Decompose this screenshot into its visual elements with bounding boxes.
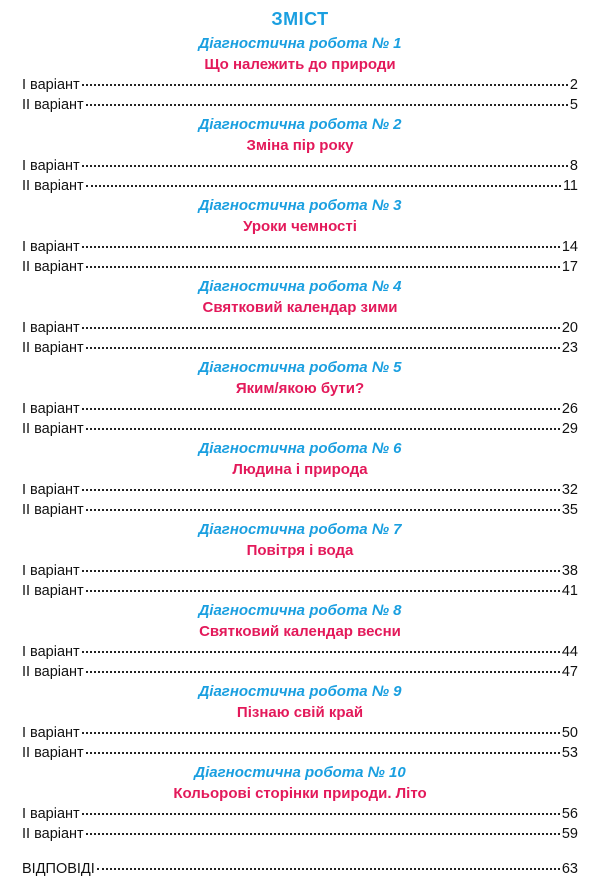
variant-label: ІІ варіант xyxy=(22,258,84,275)
section-heading: Діагностична робота № 7 xyxy=(198,521,402,538)
toc-entry[interactable] xyxy=(22,481,578,501)
section-topic: Зміна пір року xyxy=(246,137,354,154)
toc-section xyxy=(22,196,578,277)
dot-leader xyxy=(82,408,560,410)
variant-label: І варіант xyxy=(22,77,80,93)
page-number: 56 xyxy=(561,806,578,822)
toc-section xyxy=(22,277,578,358)
dot-leader xyxy=(97,868,560,870)
variant-label: ІІ варіант xyxy=(22,825,84,842)
dot-leader xyxy=(86,104,568,106)
toc-section xyxy=(22,115,578,196)
dot-leader xyxy=(82,489,560,491)
variant-label: І варіант xyxy=(22,239,80,255)
toc-entry[interactable] xyxy=(22,724,578,744)
section-heading: Діагностична робота № 10 xyxy=(194,764,406,781)
variant-label: І варіант xyxy=(22,158,80,174)
page-number: 53 xyxy=(561,744,578,761)
toc-entry[interactable] xyxy=(22,238,578,258)
page-number: 35 xyxy=(561,501,578,518)
page-number: 41 xyxy=(561,582,578,599)
variant-label: ІІ варіант xyxy=(22,582,84,599)
dot-leader xyxy=(82,84,568,86)
page-title: ЗМІСТ xyxy=(271,9,329,29)
toc-section xyxy=(22,358,578,439)
toc-entry[interactable] xyxy=(22,177,578,197)
section-heading: Діагностична робота № 1 xyxy=(198,35,402,52)
variant-label: І варіант xyxy=(22,320,80,336)
section-topic: Уроки чемності xyxy=(243,218,357,235)
toc-entry[interactable] xyxy=(22,501,578,521)
variant-label: ІІ варіант xyxy=(22,420,84,437)
variant-label: І варіант xyxy=(22,482,80,498)
section-heading: Діагностична робота № 8 xyxy=(198,602,402,619)
section-topic: Святковий календар весни xyxy=(199,623,401,640)
toc-entry[interactable] xyxy=(22,258,578,278)
variant-label: ІІ варіант xyxy=(22,663,84,680)
variant-label: І варіант xyxy=(22,401,80,417)
section-heading: Діагностична робота № 6 xyxy=(198,440,402,457)
toc-entry[interactable] xyxy=(22,562,578,582)
toc-entry[interactable] xyxy=(22,157,578,177)
variant-label: І варіант xyxy=(22,644,80,660)
dot-leader xyxy=(82,165,568,167)
dot-leader xyxy=(82,327,560,329)
dot-leader xyxy=(82,813,560,815)
page-number: 20 xyxy=(561,320,578,336)
variant-label: ІІ варіант xyxy=(22,744,84,761)
dot-leader xyxy=(86,671,560,673)
section-topic: Яким/якою бути? xyxy=(235,380,365,397)
toc-entry[interactable] xyxy=(22,420,578,440)
dot-leader xyxy=(82,246,560,248)
section-topic: Повітря і вода xyxy=(246,542,354,559)
section-heading: Діагностична робота № 5 xyxy=(198,359,402,376)
toc-section xyxy=(22,34,578,115)
dot-leader xyxy=(82,732,560,734)
toc-entry[interactable] xyxy=(22,663,578,683)
toc-section xyxy=(22,763,578,844)
toc-entry[interactable] xyxy=(22,319,578,339)
page-number: 38 xyxy=(561,563,578,579)
toc-section xyxy=(22,520,578,601)
section-topic: Що належить до природи xyxy=(204,56,396,73)
variant-label: ІІ варіант xyxy=(22,339,84,356)
page-number: 47 xyxy=(561,663,578,680)
page-number: 2 xyxy=(569,77,578,93)
toc-entry[interactable] xyxy=(22,339,578,359)
page-number: 23 xyxy=(561,339,578,356)
toc-entry[interactable] xyxy=(22,825,578,845)
page-number: 63 xyxy=(561,861,578,877)
section-heading: Діагностична робота № 3 xyxy=(198,197,402,214)
variant-label: ІІ варіант xyxy=(22,177,84,194)
toc-section xyxy=(22,682,578,763)
page-number: 11 xyxy=(562,177,578,194)
variant-label: ІІ варіант xyxy=(22,501,84,518)
page-number: 5 xyxy=(569,96,578,113)
toc-entry[interactable] xyxy=(22,96,578,116)
toc-entry[interactable] xyxy=(22,582,578,602)
variant-label: ІІ варіант xyxy=(22,96,84,113)
toc-entry[interactable] xyxy=(22,805,578,825)
page-number: 59 xyxy=(561,825,578,842)
dot-leader xyxy=(82,651,560,653)
variant-label: І варіант xyxy=(22,725,80,741)
dot-leader xyxy=(86,266,560,268)
toc-entry[interactable] xyxy=(22,643,578,663)
toc-entry[interactable] xyxy=(22,76,578,96)
dot-leader xyxy=(86,509,560,511)
toc-section xyxy=(22,601,578,682)
toc-section xyxy=(22,439,578,520)
page-number: 26 xyxy=(561,401,578,417)
dot-leader xyxy=(86,833,560,835)
page-number: 50 xyxy=(561,725,578,741)
table-of-contents xyxy=(22,34,578,844)
page-number: 17 xyxy=(561,258,578,275)
dot-leader xyxy=(82,570,560,572)
dot-leader xyxy=(86,752,560,754)
dot-leader xyxy=(86,590,560,592)
variant-label: І варіант xyxy=(22,563,80,579)
page-number: 14 xyxy=(561,239,578,255)
toc-entry[interactable] xyxy=(22,400,578,420)
section-heading: Діагностична робота № 9 xyxy=(198,683,402,700)
section-heading: Діагностична робота № 2 xyxy=(198,116,402,133)
page-number: 32 xyxy=(561,482,578,498)
answers-row[interactable] xyxy=(22,860,578,880)
section-heading: Діагностична робота № 4 xyxy=(198,278,402,295)
answers-label: ВІДПОВІДІ xyxy=(22,861,95,877)
variant-label: І варіант xyxy=(22,806,80,822)
page-number: 8 xyxy=(569,158,578,174)
page-number: 29 xyxy=(561,420,578,437)
dot-leader xyxy=(86,428,560,430)
section-topic: Кольорові сторінки природи. Літо xyxy=(173,785,427,802)
dot-leader xyxy=(86,347,560,349)
page-number: 44 xyxy=(561,644,578,660)
section-topic: Людина і природа xyxy=(232,461,368,478)
dot-leader xyxy=(86,185,561,187)
toc-entry[interactable] xyxy=(22,744,578,764)
section-topic: Святковий календар зими xyxy=(202,299,398,316)
section-topic: Пізнаю свій край xyxy=(236,704,364,721)
